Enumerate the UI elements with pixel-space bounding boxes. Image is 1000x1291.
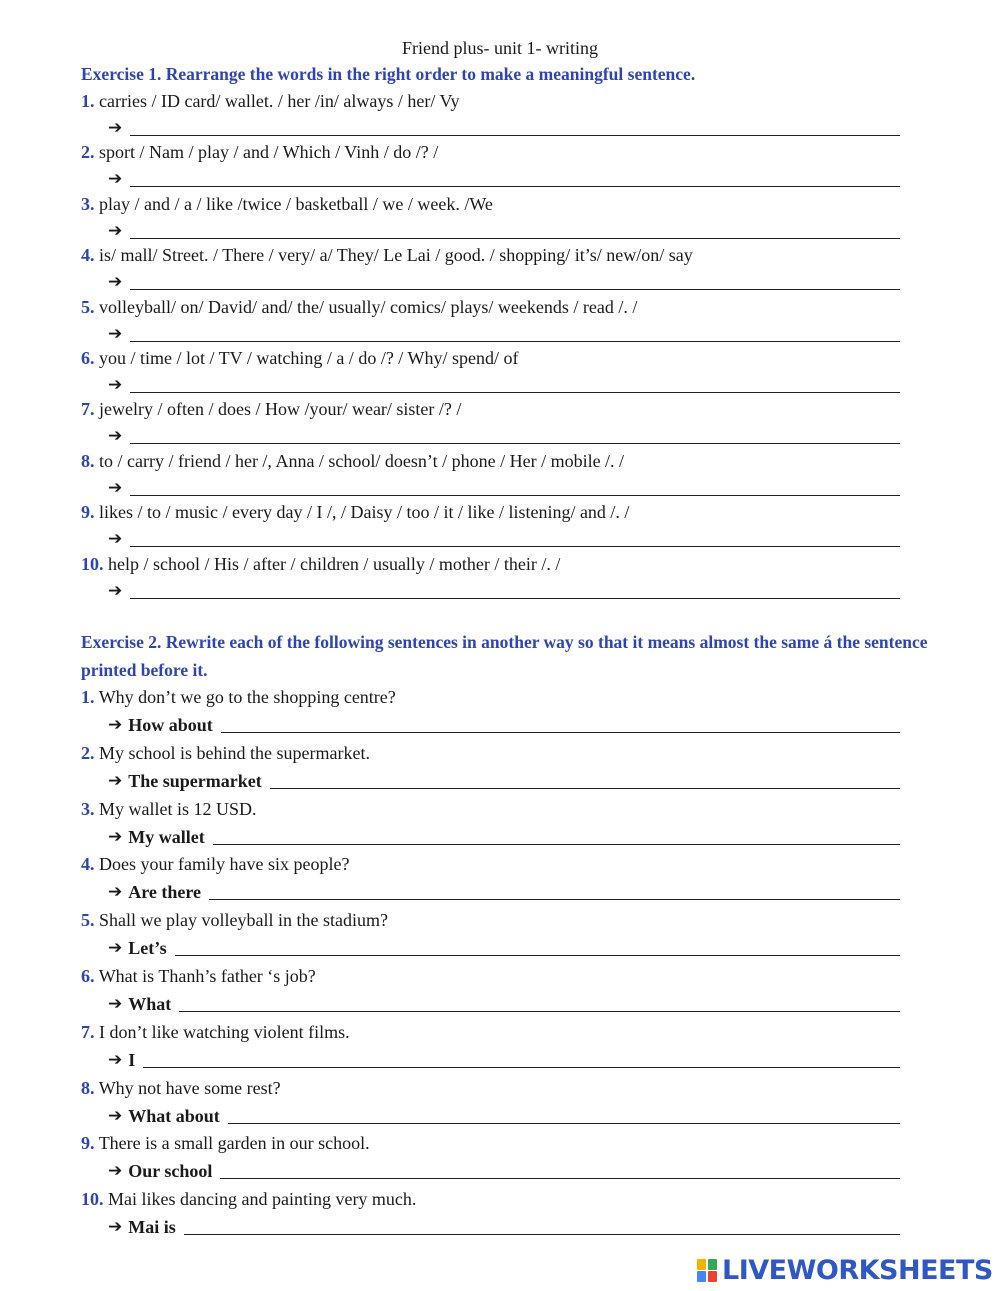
item-number: 6. — [81, 348, 95, 368]
item-number: 9. — [81, 1133, 95, 1154]
source-sentence: Shall we play volleyball in the stadium? — [99, 910, 388, 931]
exercise2-prompt — [81, 909, 911, 931]
answer-row — [108, 116, 900, 138]
exercise2-prompt — [81, 1077, 911, 1099]
answer-blank[interactable] — [130, 376, 900, 393]
exercise2-item — [81, 1077, 911, 1126]
exercise1-prompt — [81, 450, 911, 472]
exercise2-item — [81, 798, 911, 847]
arrow-icon: ➔ — [108, 272, 123, 293]
exercise1-prompt — [81, 296, 911, 318]
source-sentence: Does your family have six people? — [99, 854, 350, 875]
exercise1-item — [81, 193, 911, 241]
answer-starter: My wallet — [128, 826, 205, 847]
source-sentence: My wallet is 12 USD. — [99, 798, 257, 819]
liveworksheets-logo — [697, 1255, 993, 1285]
exercise2-item — [81, 965, 911, 1014]
item-number: 10. — [81, 1189, 104, 1210]
answer-blank[interactable] — [228, 1107, 900, 1124]
exercise1-item — [81, 90, 911, 138]
answer-starter: Let’s — [128, 938, 167, 959]
answer-blank[interactable] — [270, 772, 900, 789]
exercise1-prompt — [81, 501, 911, 523]
answer-row — [108, 936, 900, 958]
exercise2-item — [81, 909, 911, 958]
answer-row — [108, 527, 900, 549]
arrow-icon: ➔ — [108, 1105, 123, 1126]
item-number: 10. — [81, 553, 104, 574]
answer-row — [108, 825, 900, 847]
answer-blank[interactable] — [175, 939, 900, 956]
answer-blank[interactable] — [130, 427, 900, 444]
scrambled-words: volleyball/ on/ David/ and/ the/ usually/ comics/ plays/ weekends / read /. / — [99, 296, 638, 317]
answer-blank[interactable] — [130, 530, 900, 547]
arrow-icon: ➔ — [108, 220, 123, 241]
exercise2-heading: Exercise 2. Rewrite each of the following sentences in another way so that it means almost the same á the sentence printed before it. — [81, 632, 928, 680]
item-number: 9. — [81, 502, 95, 523]
item-number: 8. — [81, 1077, 95, 1098]
arrow-icon: ➔ — [108, 323, 123, 344]
source-sentence: Why not have some rest? — [98, 1077, 281, 1098]
answer-row — [108, 992, 900, 1014]
arrow-icon: ➔ — [108, 715, 123, 735]
exercise2-item — [81, 686, 911, 735]
item-number: 6. — [81, 966, 95, 986]
scrambled-words: likes / to / music / every day / I /, / Daisy / too / it / like / listening/ and /. / — [99, 502, 630, 523]
arrow-icon: ➔ — [108, 1049, 123, 1070]
exercise2-item — [81, 1132, 911, 1181]
arrow-icon: ➔ — [108, 580, 123, 601]
exercise1-item — [81, 141, 911, 189]
scrambled-words: help / school / His / after / children / usually / mother / their /. / — [108, 553, 561, 574]
exercise1-item — [81, 450, 911, 498]
item-number: 5. — [81, 910, 95, 931]
answer-starter: Are there — [128, 882, 202, 903]
answer-row — [108, 373, 900, 395]
answer-row — [108, 270, 900, 292]
answer-blank[interactable] — [143, 1051, 900, 1068]
exercise1-prompt — [81, 553, 911, 575]
exercise2-item — [81, 1188, 911, 1237]
exercise1-item — [81, 398, 911, 446]
source-sentence: Mai likes dancing and painting very much. — [108, 1189, 417, 1210]
scrambled-words: sport / Nam / play / and / Which / Vinh / do /? / — [99, 142, 439, 163]
document-title: Friend plus- unit 1- writing — [402, 38, 598, 58]
exercise1-item — [81, 553, 911, 601]
answer-blank[interactable] — [130, 582, 900, 599]
exercise2-prompt — [81, 742, 911, 764]
item-number: 8. — [81, 450, 95, 471]
answer-row — [108, 1159, 900, 1181]
answer-row — [108, 167, 900, 189]
arrow-icon: ➔ — [108, 477, 123, 498]
exercise2-item — [81, 742, 911, 791]
item-number: 2. — [81, 742, 95, 763]
source-sentence: What is Thanh’s father ‘s job? — [98, 966, 316, 986]
item-number: 4. — [81, 245, 95, 266]
exercise1-heading: Exercise 1. Rearrange the words in the right order to make a meaningful sentence. — [81, 64, 696, 84]
arrow-icon: ➔ — [108, 118, 123, 138]
exercise2-prompt — [81, 1132, 911, 1154]
arrow-icon: ➔ — [108, 375, 123, 395]
arrow-icon: ➔ — [108, 1161, 123, 1182]
exercise1-prompt — [81, 141, 911, 163]
exercise2-item — [81, 853, 911, 902]
exercise2-prompt — [81, 798, 911, 820]
exercise1-prompt — [81, 193, 911, 215]
answer-row — [108, 1104, 900, 1126]
answer-row — [108, 1215, 900, 1237]
answer-row — [108, 476, 900, 498]
item-number: 1. — [81, 687, 95, 707]
answer-starter: Our school — [128, 1161, 213, 1182]
answer-blank[interactable] — [221, 716, 900, 733]
item-number: 7. — [81, 399, 95, 420]
exercise1-item — [81, 296, 911, 344]
exercise2-item — [81, 1021, 911, 1070]
item-number: 2. — [81, 142, 95, 163]
answer-row — [108, 880, 900, 902]
source-sentence: My school is behind the supermarket. — [99, 742, 370, 763]
exercise1-item — [81, 347, 911, 395]
item-number: 4. — [81, 854, 95, 875]
answer-row — [108, 769, 900, 791]
answer-blank[interactable] — [213, 828, 900, 845]
scrambled-words: play / and / a / like /twice / basketball / we / week. /We — [99, 193, 493, 214]
answer-blank[interactable] — [130, 119, 900, 136]
answer-starter: What about — [128, 1105, 220, 1126]
scrambled-words: you / time / lot / TV / watching / a / do /? / Why/ spend/ of — [99, 348, 519, 368]
answer-row — [108, 219, 900, 241]
answer-blank[interactable] — [130, 325, 900, 342]
answer-blank[interactable] — [209, 883, 900, 900]
liveworksheets-logo-text: LIVEWORKSHEETS — [722, 1254, 993, 1286]
scrambled-words: to / carry / friend / her /, Anna / school/ doesn’t / phone / Her / mobile /. / — [99, 450, 625, 471]
answer-starter: How about — [128, 715, 213, 735]
arrow-icon: ➔ — [108, 770, 123, 791]
answer-row — [108, 424, 900, 446]
answer-blank[interactable] — [130, 273, 900, 290]
item-number: 5. — [81, 296, 95, 317]
item-number: 7. — [81, 1021, 95, 1042]
answer-blank[interactable] — [179, 995, 900, 1012]
answer-row — [108, 579, 900, 601]
exercise1-prompt — [81, 244, 911, 266]
arrow-icon: ➔ — [108, 169, 123, 190]
arrow-icon: ➔ — [108, 529, 123, 550]
answer-starter: What — [128, 994, 172, 1014]
answer-blank[interactable] — [130, 170, 900, 187]
exercise2-prompt — [81, 1021, 911, 1043]
answer-starter: Mai is — [128, 1217, 176, 1238]
answer-row — [108, 1048, 900, 1070]
exercise2-prompt — [81, 853, 911, 875]
answer-blank[interactable] — [130, 222, 900, 239]
exercise2-prompt — [81, 686, 911, 708]
arrow-icon: ➔ — [108, 882, 123, 903]
answer-row — [108, 322, 900, 344]
answer-starter: I — [128, 1049, 136, 1070]
exercise1-prompt — [81, 90, 911, 112]
answer-blank[interactable] — [130, 479, 900, 496]
exercise2-prompt — [81, 1188, 911, 1210]
source-sentence: I don’t like watching violent films. — [99, 1021, 350, 1042]
arrow-icon: ➔ — [108, 426, 123, 447]
arrow-icon: ➔ — [108, 938, 123, 959]
liveworksheets-logo-icon — [697, 1257, 719, 1283]
exercise1-prompt — [81, 347, 911, 369]
source-sentence: Why don’t we go to the shopping centre? — [98, 687, 396, 707]
item-number: 3. — [81, 193, 95, 214]
exercise2-prompt — [81, 965, 911, 987]
item-number: 3. — [81, 798, 95, 819]
answer-blank[interactable] — [220, 1162, 900, 1179]
exercise1-prompt — [81, 398, 911, 420]
scrambled-words: carries / ID card/ wallet. / her /in/ always / her/ Vy — [99, 91, 460, 111]
arrow-icon: ➔ — [108, 994, 123, 1014]
exercise1-item — [81, 501, 911, 549]
answer-row — [108, 713, 900, 735]
answer-starter: The supermarket — [128, 770, 262, 791]
arrow-icon: ➔ — [108, 1217, 123, 1238]
exercise1-item — [81, 244, 911, 292]
scrambled-words: is/ mall/ Street. / There / very/ a/ They/ Le Lai / good. / shopping/ it’s/ new/on/ say — [99, 245, 693, 266]
item-number: 1. — [81, 91, 95, 111]
source-sentence: There is a small garden in our school. — [98, 1133, 370, 1154]
scrambled-words: jewelry / often / does / How /your/ wear/ sister /? / — [99, 399, 462, 420]
arrow-icon: ➔ — [108, 826, 123, 847]
answer-blank[interactable] — [184, 1218, 900, 1235]
